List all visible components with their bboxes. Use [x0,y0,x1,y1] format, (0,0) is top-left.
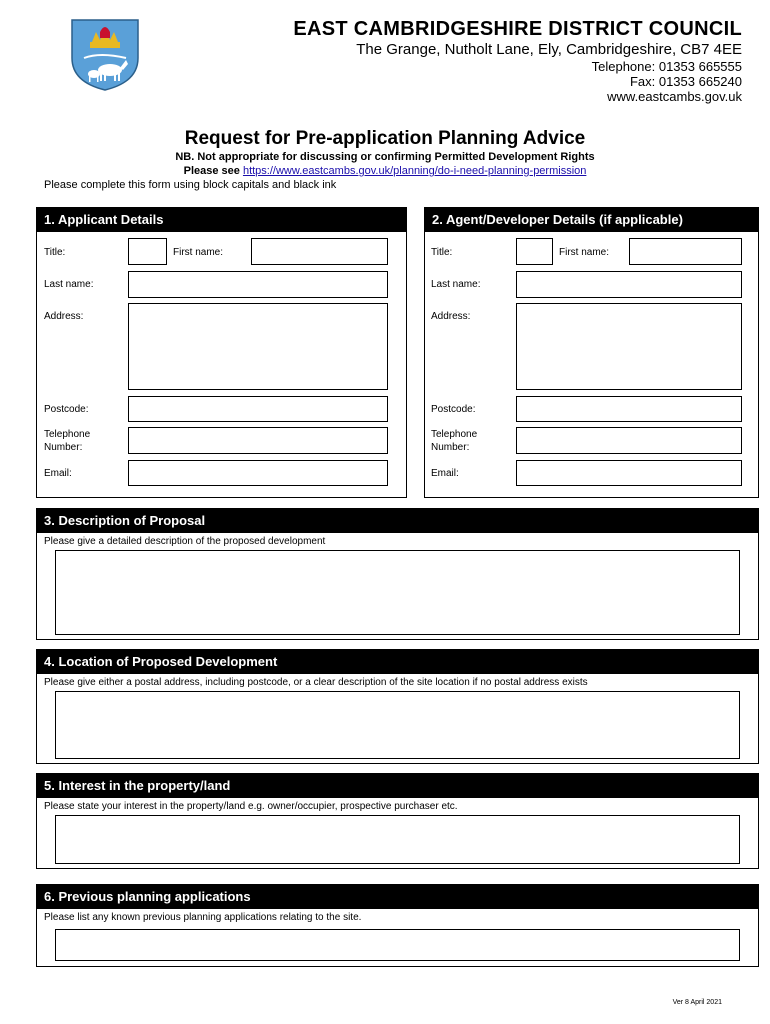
version-footer: Ver 8 April 2021 [672,999,722,1006]
section-heading: 4. Location of Proposed Development [37,650,758,674]
last-name-label: Last name: [44,279,94,290]
section-description: Please list any known previous planning applications relating to the site. [44,912,362,923]
section-heading: 2. Agent/Developer Details (if applicable) [425,208,758,232]
section-description: Please give a detailed description of the proposed development [44,536,326,547]
agent-title-input[interactable] [516,238,553,265]
interest-section [36,773,759,869]
applicant-details-section [36,207,407,498]
postcode-label: Postcode: [431,404,476,415]
title-label: Title: [431,247,453,258]
council-address: The Grange, Nutholt Lane, Ely, Cambridgeshire, CB7 4EE [356,41,742,58]
applicant-postcode-input[interactable] [128,396,388,422]
planning-permission-link[interactable]: https://www.eastcambs.gov.uk/planning/do-i-need-planning-permission [242,165,587,177]
telephone-label: Telephone Number: [431,429,478,453]
applicant-email-input[interactable] [128,460,388,486]
last-name-label: Last name: [431,279,481,290]
address-label: Address: [44,311,84,322]
fax-text: Fax: 01353 665240 [629,74,742,89]
see-note [0,165,770,177]
agent-postcode-input[interactable] [516,396,742,422]
applicant-first-name-input[interactable] [251,238,388,265]
section-heading: 1. Applicant Details [37,208,406,232]
address-label: Address: [431,311,471,322]
first-name-label: First name: [559,247,610,258]
previous-applications-input[interactable] [55,929,740,961]
applicant-title-input[interactable] [128,238,167,265]
property-interest-input[interactable] [55,815,740,864]
section-description: Please give either a postal address, including postcode, or a clear description of the site location if no postal address exists [44,677,588,688]
description-section [36,508,759,640]
nb-note: NB. Not appropriate for discussing or confirming Permitted Development Rights [175,151,595,163]
agent-telephone-input[interactable] [516,427,742,454]
section-description: Please state your interest in the property/land e.g. owner/occupier, prospective purchaser etc. [44,801,458,812]
telephone-label: Telephone Number: [44,429,91,453]
agent-last-name-input[interactable] [516,271,742,298]
site-location-input[interactable] [55,691,740,759]
email-label: Email: [44,468,72,479]
location-section [36,649,759,764]
council-crest-logo [70,18,140,92]
form-title: Request for Pre-application Planning Advice [184,128,586,149]
website-text: www.eastcambs.gov.uk [607,89,742,104]
council-name: EAST CAMBRIDGESHIRE DISTRICT COUNCIL [293,18,742,40]
agent-first-name-input[interactable] [629,238,742,265]
form-instructions: Please complete this form using block capitals and black ink [44,179,337,191]
council-contact [592,59,742,104]
applicant-last-name-input[interactable] [128,271,388,298]
postcode-label: Postcode: [44,404,89,415]
section-heading: 6. Previous planning applications [37,885,758,909]
agent-address-input[interactable] [516,303,742,390]
previous-applications-section [36,884,759,967]
section-heading: 3. Description of Proposal [37,509,758,533]
title-label: Title: [44,247,66,258]
first-name-label: First name: [173,247,224,258]
proposal-description-input[interactable] [55,550,740,635]
agent-details-section [424,207,759,498]
telephone-text: Telephone: 01353 665555 [591,59,742,74]
email-label: Email: [431,468,459,479]
see-prefix: Please see [183,165,243,177]
applicant-telephone-input[interactable] [128,427,388,454]
section-heading: 5. Interest in the property/land [37,774,758,798]
applicant-address-input[interactable] [128,303,388,390]
agent-email-input[interactable] [516,460,742,486]
